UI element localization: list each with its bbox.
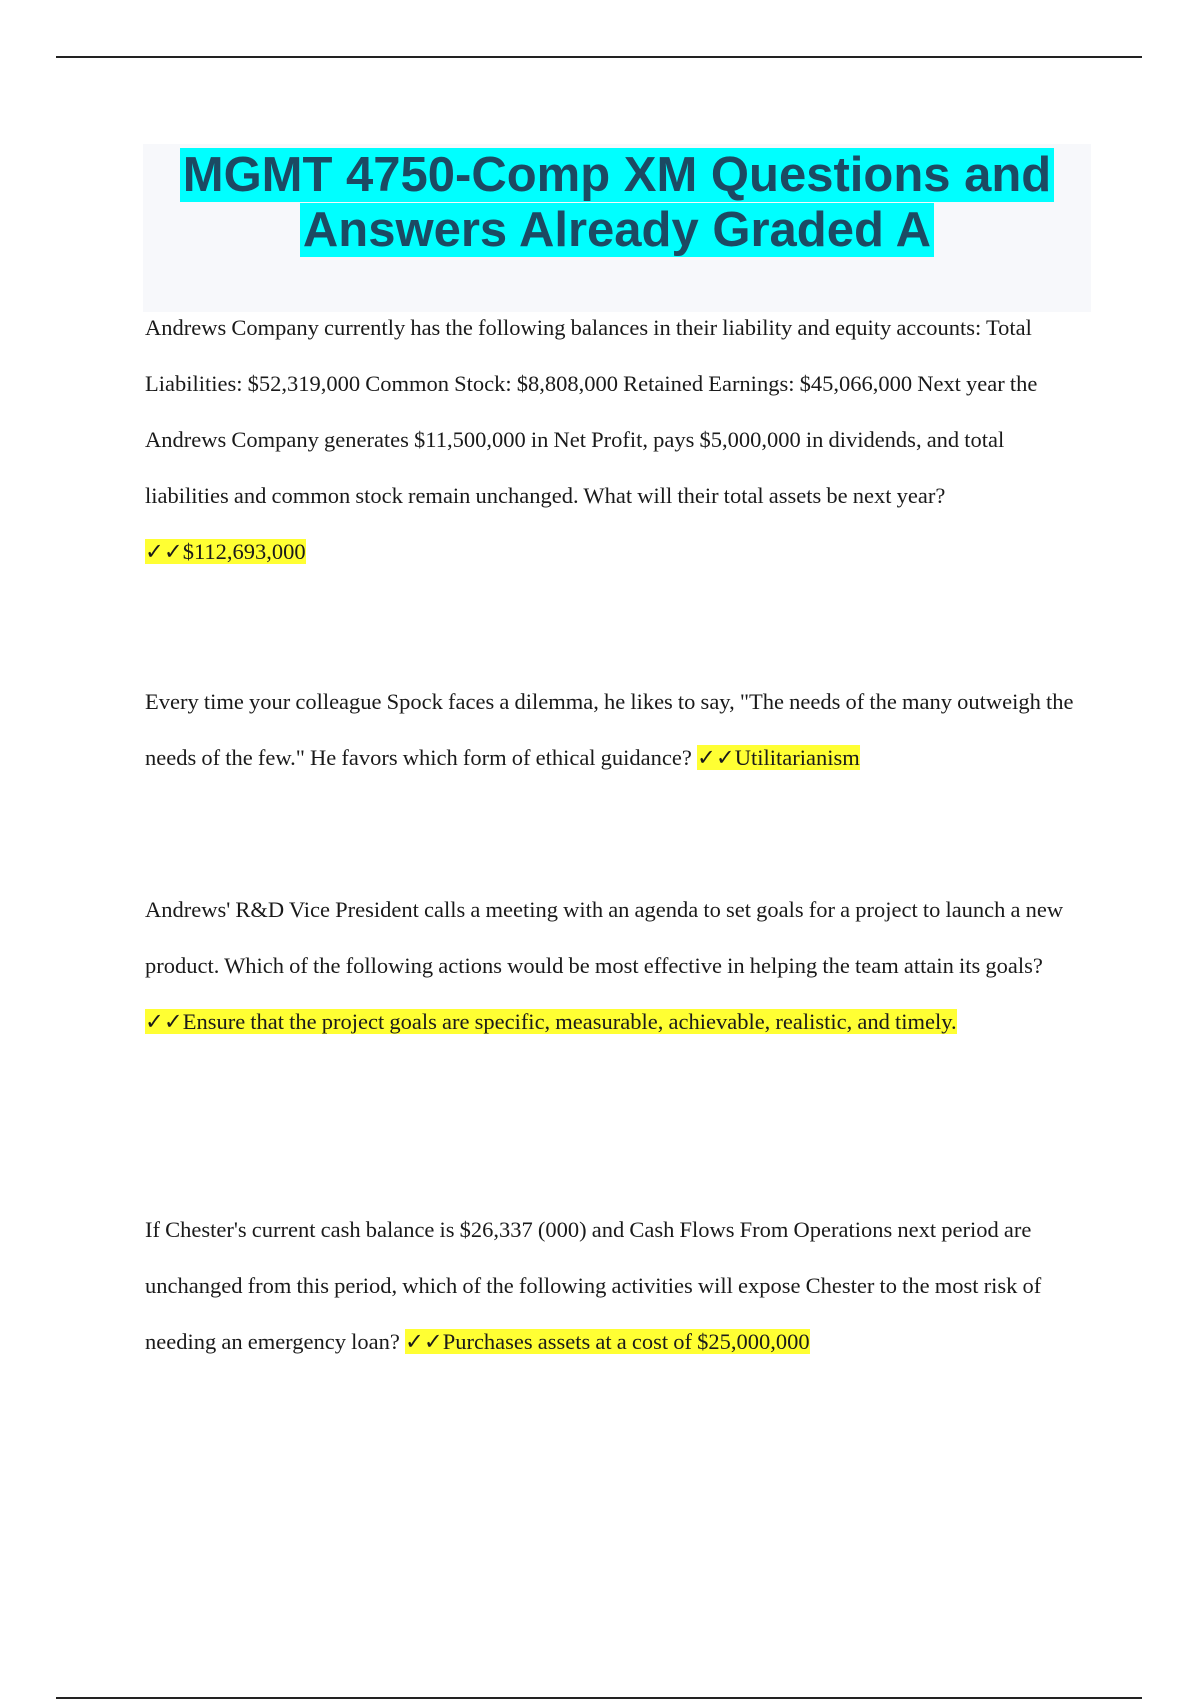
- qa-item-1: [145, 300, 1090, 580]
- answer-text: ✓✓Purchases assets at a cost of $25,000,000: [404, 1329, 810, 1354]
- question-text: Every time your colleague Spock faces a dilemma, he likes to say, "The needs of the many outweigh the needs of the few." He favors which form of ethical guidance?: [145, 689, 1074, 770]
- answer-text: ✓✓Ensure that the project goals are specific, measurable, achievable, realistic, and timely.: [145, 1009, 957, 1034]
- question-text: Andrews Company currently has the following balances in their liability and equity accounts: Total Liabilities: $52,319,000 Common Stock: $8,808,000 Retained Earnings: $45,066,000 Next year the Andrews Company generates $11,500,000 in Net Profit, pays $5,000,000 in dividends, and total liabilities and common stock remain unchanged. What will their total assets be next year?: [145, 315, 1038, 508]
- title-banner: [143, 144, 1091, 312]
- footer-rule: [56, 1697, 1142, 1699]
- question-text: Andrews' R&D Vice President calls a meeting with an agenda to set goals for a project to launch a new product. Which of the following actions would be most effective in helping the team attain its goals?: [145, 897, 1064, 978]
- document-title: MGMT 4750-Comp XM Questions and Answers Already Graded A: [143, 144, 1091, 258]
- answer-text: ✓✓Utilitarianism: [697, 745, 860, 770]
- answer-text: ✓✓$112,693,000: [145, 539, 306, 564]
- qa-item-4: [145, 1202, 1090, 1370]
- qa-item-2: [145, 674, 1090, 786]
- header-rule: [56, 56, 1142, 58]
- qa-item-3: [145, 882, 1090, 1050]
- question-text: If Chester's current cash balance is $26,337 (000) and Cash Flows From Operations next period are unchanged from this period, which of the following activities will expose Chester to the most risk of needing an emergency loan?: [145, 1217, 1042, 1354]
